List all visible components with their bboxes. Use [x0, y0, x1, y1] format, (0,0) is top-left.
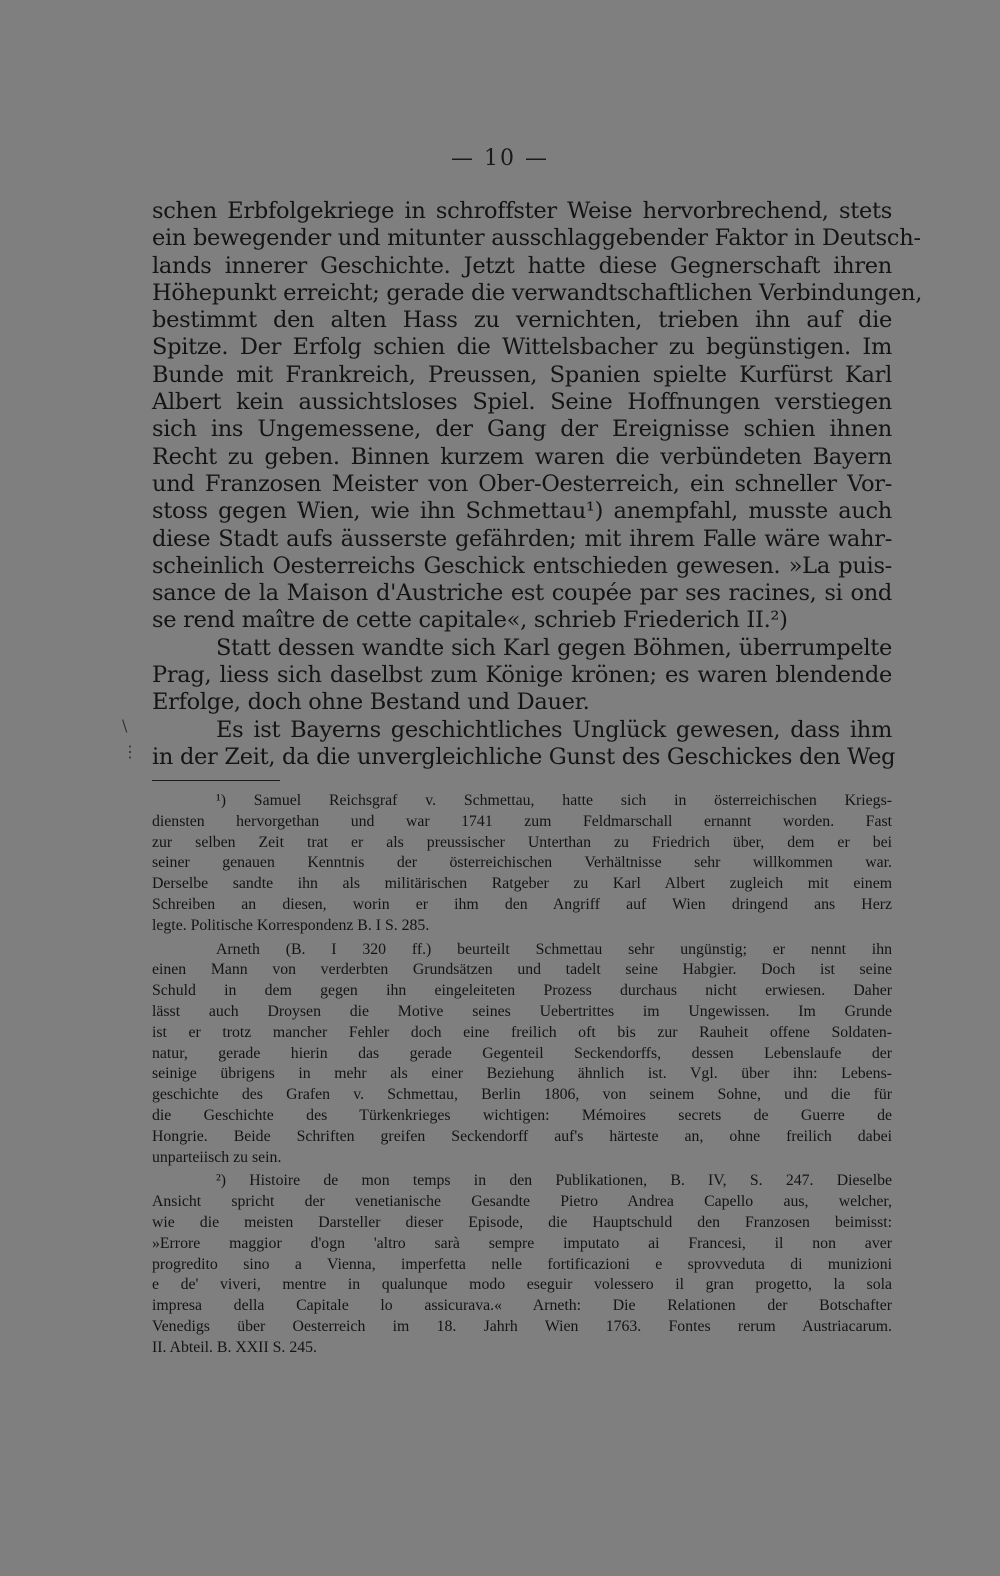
footnote-line: Schreiben an diesen, worin er ihm den Angriff auf Wien dringend ans Herz — [152, 895, 892, 913]
footnote-line: wie die meisten Darsteller dieser Episode, die Hauptschuld den Franzosen beimisst: — [152, 1213, 892, 1231]
footnote-line: progredito sino a Vienna, imperfetta nelle fortificazioni e sprovveduta di munizioni — [152, 1255, 892, 1273]
margin-mark: ⋮ — [122, 742, 138, 761]
body-line: diese Stadt aufs äusserste gefährden; mit ihrem Falle wäre wahr- — [152, 525, 892, 552]
footnote-line: lässt auch Droysen die Motive seines Uebertrittes im Ungewissen. Im Grunde — [152, 1002, 892, 1020]
footnote-line: Ansicht spricht der venetianische Gesandte Pietro Andrea Capello aus, welcher, — [152, 1193, 892, 1211]
body-line: Albert kein aussichtsloses Spiel. Seine Hoffnungen verstiegen — [152, 389, 892, 416]
footnote-line: zur selben Zeit trat er als preussischer Unterthan zu Friedrich über, dem er bei — [152, 833, 892, 851]
footnote-divider — [152, 780, 280, 781]
footnote-line: Schuld in dem gegen ihn eingeleiteten Prozess durchaus nicht erwiesen. Daher — [152, 982, 892, 1000]
footnote-line: II. Abteil. B. XXII S. 245. — [152, 1338, 317, 1356]
body-line: in der Zeit, da die unvergleichliche Gunst des Geschickes den Weg — [152, 743, 896, 770]
body-line: ein bewegender und mitunter ausschlaggebender Faktor in Deutsch- — [152, 225, 921, 252]
main-body-text — [152, 198, 923, 771]
body-line: Recht zu geben. Binnen kurzem waren die verbündeten Bayern — [152, 443, 892, 470]
footnote-line: »Errore maggior d'ogn 'altro sarà sempre imputato ai Francesi, il non aver — [152, 1234, 892, 1252]
footnote-line: legte. Politische Korrespondenz B. I S. 285. — [152, 916, 430, 934]
footnote-line: einen Mann von verderbten Grundsätzen und tadelt seine Habgier. Doch ist seine — [152, 961, 892, 979]
footnote-line: Derselbe sandte ihn als militärischen Ratgeber zu Karl Albert zugleich mit einem — [152, 875, 892, 893]
footnote-line: seinige übrigens in mehr als einer Beziehung ähnlich ist. Vgl. über ihn: Lebens- — [152, 1065, 892, 1083]
body-line: sance de la Maison d'Austriche est coupée par ses racines, si ond — [152, 580, 892, 607]
footnote-line: e de' viveri, mentre in qualunque modo eseguir volessero il gran progetto, la sola — [152, 1276, 892, 1294]
footnote-line: Venedigs über Oesterreich im 18. Jahrh Wien 1763. Fontes rerum Austriacarum. — [152, 1317, 892, 1335]
body-line: scheinlich Oesterreichs Geschick entschieden gewesen. »La puis- — [152, 552, 892, 579]
body-line: Bunde mit Frankreich, Preussen, Spanien spielte Kurfürst Karl — [152, 361, 892, 388]
footnote-line: Hongrie. Beide Schriften greifen Seckendorff auf's härteste an, ohne freilich dabei — [152, 1127, 892, 1145]
body-line: Es ist Bayerns geschichtliches Unglück gewesen, dass ihm — [216, 716, 892, 743]
body-line: bestimmt den alten Hass zu vernichten, trieben ihn auf die — [152, 307, 892, 334]
footnotes — [152, 791, 892, 1359]
body-line: sich ins Ungemessene, der Gang der Ereignisse schien ihnen — [152, 416, 892, 443]
footnote-line: diensten hervorgethan und war 1741 zum Feldmarschall ernannt worden. Fast — [152, 812, 892, 830]
footnote-line: Arneth (B. I 320 ff.) beurteilt Schmettau sehr ungünstig; er nennt ihn — [216, 940, 892, 958]
body-line: Spitze. Der Erfolg schien die Wittelsbacher zu begünstigen. Im — [152, 334, 892, 361]
footnote-line: geschichte des Grafen v. Schmettau, Berlin 1806, von seinem Sohne, und die für — [152, 1086, 892, 1104]
footnote-line: unparteiisch zu sein. — [152, 1148, 282, 1166]
body-line: stoss gegen Wien, wie ihn Schmettau¹) anempfahl, musste auch — [152, 498, 892, 525]
body-line: Erfolge, doch ohne Bestand und Dauer. — [152, 689, 590, 716]
margin-mark: \ — [122, 716, 128, 735]
body-line: se rend maître de cette capitale«, schrieb Friederich II.²) — [152, 607, 788, 634]
body-line: und Franzosen Meister von Ober-Oesterreich, ein schneller Vor- — [152, 470, 892, 497]
body-line: Höhepunkt erreicht; gerade die verwandtschaftlichen Verbindungen, — [152, 279, 923, 306]
footnote-line: die Geschichte des Türkenkrieges wichtigen: Mémoires secrets de Guerre de — [152, 1106, 892, 1124]
footnote-line: seiner genauen Kenntnis der österreichischen Verhältnisse sehr willkommen war. — [152, 854, 892, 872]
footnote-line: ist er trotz mancher Fehler doch eine freilich oft bis zur Rauheit offene Soldaten- — [152, 1023, 892, 1041]
footnote-line: impresa della Capitale lo assicurava.« Arneth: Die Relationen der Botschafter — [152, 1297, 892, 1315]
footnote-line: natur, gerade hierin das gerade Gegenteil Seckendorffs, dessen Lebenslaufe der — [152, 1044, 892, 1062]
body-line: schen Erbfolgekriege in schroffster Weise hervorbrechend, stets — [152, 198, 892, 224]
page-number: — 10 — — [451, 146, 549, 171]
body-line: Statt dessen wandte sich Karl gegen Böhmen, überrumpelte — [216, 634, 892, 661]
footnote-line: ²) Histoire de mon temps in den Publikationen, B. IV, S. 247. Dieselbe — [216, 1172, 892, 1190]
body-line: lands innerer Geschichte. Jetzt hatte diese Gegnerschaft ihren — [152, 252, 892, 279]
body-line: Prag, liess sich daselbst zum Könige krönen; es waren blendende — [152, 662, 892, 689]
footnote-line: ¹) Samuel Reichsgraf v. Schmettau, hatte sich in österreichischen Kriegs- — [216, 792, 892, 809]
